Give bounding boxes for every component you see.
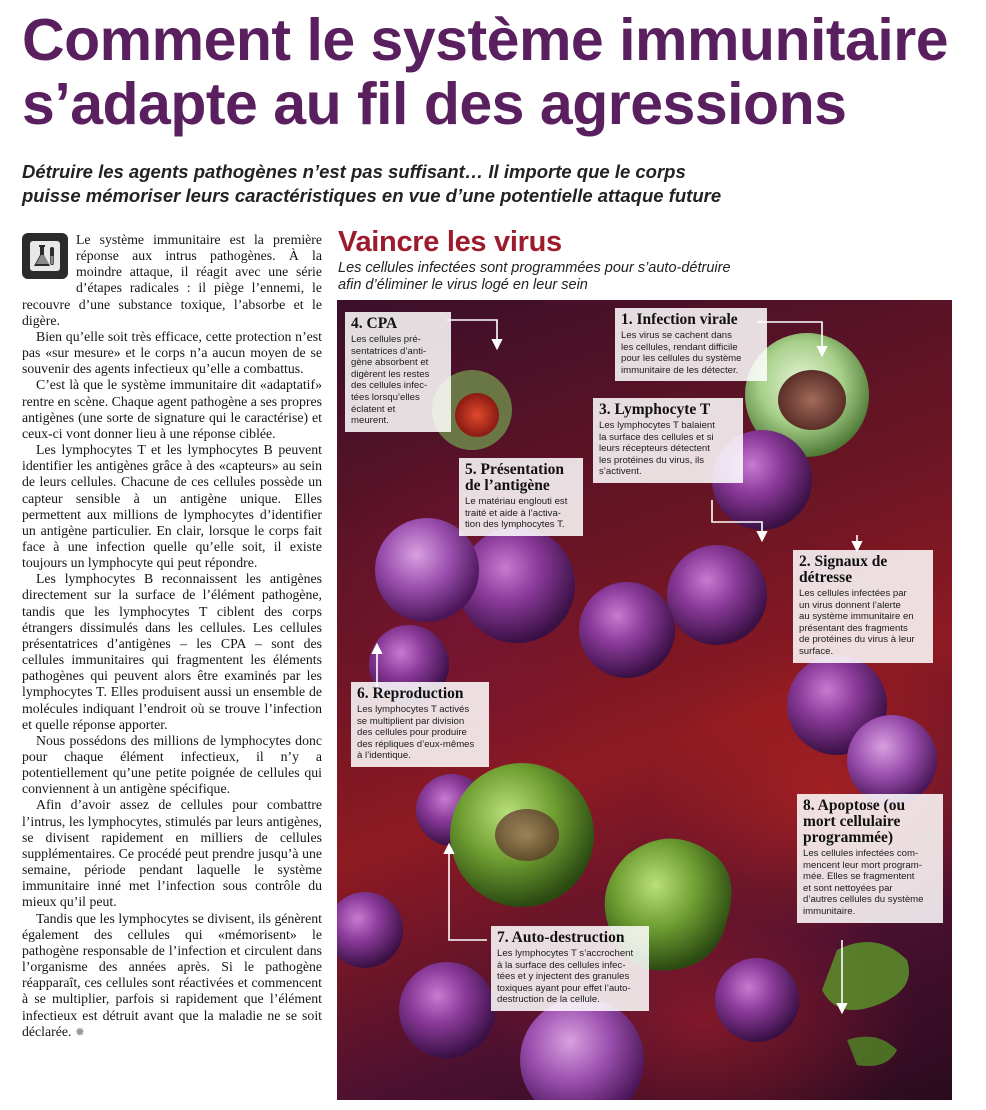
step-6-reproduction — [351, 682, 489, 767]
section-title: Vaincre les virus — [338, 226, 562, 258]
step-title-line: 6. Reproduction — [357, 685, 464, 702]
headline — [22, 8, 972, 136]
step-title-line: programmée) — [803, 829, 894, 846]
step-3-lymphocyte-t — [593, 398, 743, 483]
step-text — [599, 420, 737, 478]
step-text-line: mée. Elles se fragmentent — [803, 871, 915, 883]
step-text-line: meurent. — [351, 415, 389, 427]
step-text-line: surface. — [799, 645, 834, 657]
step-title-line: mort cellulaire — [803, 813, 901, 830]
article-body — [22, 232, 322, 1040]
step-text-line: d’autres cellules du système — [803, 894, 924, 906]
step-title — [357, 686, 483, 702]
cell-fragment — [822, 942, 909, 1010]
deck-line: Détruire les agents pathogènes n’est pas suffisant… Il importe que le corps — [22, 161, 686, 182]
step-text-line: sentatrices d’anti- — [351, 345, 427, 357]
end-mark-icon: ✹ — [74, 1024, 85, 1039]
step-title-line: 5. Présentation — [465, 461, 565, 478]
deck-line: puisse mémoriser leurs caractéristiques en vue d’une potentielle attaque future — [22, 185, 722, 206]
step-text-line: leurs récepteurs détectent — [599, 443, 710, 455]
step-text-line: présentant des fragments — [799, 622, 908, 634]
arrow-1 — [447, 320, 497, 348]
step-text — [799, 588, 927, 658]
section-subtitle-line: Les cellules infectées sont programmées pour s’auto-détruire — [338, 260, 731, 276]
step-title — [621, 312, 761, 328]
step-text-line: pour les cellules du système — [621, 353, 742, 365]
step-text-line: la surface des cellules et si — [599, 431, 714, 443]
step-text — [357, 704, 483, 762]
body-paragraph: Nous possédons des millions de lymphocytes donc pour chaque élément infectieux, il n’y a potentiellement qu’une petite poignée de cellules qui conviennent à un antigène spécifique. — [22, 732, 322, 797]
step-text-line: les cellules, rendant difficile — [621, 341, 738, 353]
body-paragraph: Afin d’avoir assez de cellules pour combattre l’intrus, les lymphocytes, stimulés par leurs antigènes, se divisent rapidement en milliers de cellules supplémentaires. Ce procédé peut prendre jusqu’à une semaine, période pendant laquelle le système immunitaire inné met l’infection sous contrôle du mieux qu’il peut. — [22, 797, 322, 910]
section-subtitle-line: afin d’éliminer le virus logé en leur sein — [338, 277, 588, 293]
step-title-line: 8. Apoptose (ou — [803, 797, 906, 814]
body-paragraph: Le système immunitaire est la première réponse aux intrus pathogènes. À la moindre attaque, il réagit avec une série d’étapes radicales : il piège l’ennemi, le recouvre d’une substance toxique, l’absorbe et le digère. — [22, 232, 322, 328]
deck — [22, 160, 972, 208]
step-text-line: gène absorbent et — [351, 357, 429, 369]
step-2-signaux-de-detresse — [793, 550, 933, 663]
step-text — [351, 334, 445, 427]
step-text-line: traité et aide à l’activa- — [465, 507, 561, 519]
step-text-line: immunitaire. — [803, 905, 856, 917]
step-title-line: 2. Signaux de — [799, 553, 888, 570]
step-text-line: Les lymphocytes T activés — [357, 704, 470, 715]
step-text-line: s’activent. — [599, 466, 642, 478]
step-text-line: se multiplient par division — [357, 715, 465, 727]
step-title — [799, 554, 927, 586]
step-text-line: immunitaire de les détecter. — [621, 364, 739, 376]
step-7-auto-destruction — [491, 926, 649, 1011]
section-subtitle — [338, 260, 938, 294]
step-text-line: toxiques ayant pour effet l’auto- — [497, 982, 631, 994]
body-paragraph: Bien qu’elle soit très efficace, cette protection n’est pas «sur mesure» et le corps n’a aucun moyen de se souvenir des agents infectieux qu’elle a combattus. — [22, 328, 322, 377]
step-title-line: 1. Infection virale — [621, 311, 738, 328]
step-text-line: digèrent les restes — [351, 368, 430, 380]
step-title — [803, 798, 937, 846]
step-title — [465, 462, 577, 494]
step-text — [621, 330, 761, 376]
virus-illustration — [337, 300, 952, 1100]
headline-line: Comment le système immunitaire — [22, 7, 949, 73]
step-text-line: tion des lymphocytes T. — [465, 519, 565, 531]
step-text-line: Les cellules pré- — [351, 334, 421, 345]
step-text-line: au système immunitaire en — [799, 611, 914, 623]
step-title-line: de l’antigène — [465, 477, 550, 494]
step-text-line: les protéines du virus, ils — [599, 454, 705, 466]
step-text-line: et sont nettoyées par — [803, 882, 893, 894]
step-text-line: Les lymphocytes T balaient — [599, 420, 715, 431]
body-paragraph: Les lymphocytes B reconnaissent les antigènes directement sur la surface de l’élément pathogène, tandis que les lymphocytes T ciblent des corps étrangers dissimulés dans les cellules. Les cellules présentatrices d’antigènes – les CPA – sont des cellules immunitaires qui fragmentent les éléments pathogènes qui peuvent alors être examinés par les lymphocytes T. Elles produisent aussi un ensemble de molécules indiquant l’endroit où se trouve l’infection et quelle réponse apporter. — [22, 571, 322, 732]
step-5-presentation-antigene — [459, 458, 583, 536]
step-text-line: Les lymphocytes T s’accrochent — [497, 948, 634, 959]
step-text — [465, 496, 577, 531]
step-text-line: tées lorsqu’elles — [351, 391, 420, 403]
step-text-line: des répliques d’eux-mêmes — [357, 738, 475, 750]
step-text-line: tées et y injectent des granules — [497, 971, 630, 983]
body-paragraph-text: Tandis que les lymphocytes se divisent, ils génèrent également des cellules qui «mémorisent» le pathogène responsable de l’infection et circulent dans l’organisme des années après. Si le pathogène réapparaît, ces cellules sont réactivées et commencent à se multiplier, parfois si rapidement que l’élément infectieux est détruit avant que la maladie ne se soit déclarée. — [22, 910, 322, 1039]
step-title-line: détresse — [799, 569, 853, 586]
body-paragraph — [22, 911, 322, 1040]
step-8-apoptose — [797, 794, 943, 923]
step-text-line: mencent leur mort program- — [803, 859, 922, 871]
step-4-cpa — [345, 312, 451, 432]
step-title — [599, 402, 737, 418]
step-text-line: des cellules infec- — [351, 380, 428, 392]
step-text-line: Les cellules infectées par — [799, 588, 907, 599]
step-1-infection-virale — [615, 308, 767, 381]
step-text-line: Les cellules infectées com- — [803, 848, 919, 859]
step-text — [497, 948, 643, 1006]
step-text — [803, 848, 937, 918]
step-text-line: destruction de la cellule. — [497, 994, 600, 1006]
step-text-line: à la surface des cellules infec- — [497, 959, 626, 971]
step-text-line: éclatent et — [351, 403, 396, 415]
step-title-line: 3. Lymphocyte T — [599, 401, 711, 418]
step-text-line: à l’identique. — [357, 750, 411, 762]
flask-icon — [22, 233, 68, 279]
step-title — [497, 930, 643, 946]
body-paragraph: C’est là que le système immunitaire dit «adaptatif» rentre en scène. Chaque agent pathogène a ses propres antigènes (une sorte de signature qui le caractérise) et ceux-ci vont donner lieu à une réponse ciblée. — [22, 377, 322, 441]
headline-line: s’adapte au fil des agressions — [22, 71, 847, 137]
step-title — [351, 316, 445, 332]
step-title-line: 7. Auto-destruction — [497, 929, 625, 946]
step-text-line: des cellules pour produire — [357, 727, 467, 739]
step-text-line: de protéines du virus à leur — [799, 634, 915, 646]
step-text-line: Les virus se cachent dans — [621, 330, 732, 341]
step-title-line: 4. CPA — [351, 315, 398, 332]
step-text-line: Le matériau englouti est — [465, 496, 568, 507]
step-text-line: un virus donnent l’alerte — [799, 599, 901, 611]
body-paragraph: Les lymphocytes T et les lymphocytes B peuvent identifier les antigènes grâce à des «capteurs» au sein de leurs cellules. Chacune de ces cellules possède un capteur sensible à un antigène unique. Elles permettent aux millions de lymphocytes d’identifier un antigène particulier. En clair, lorsque le corps fait face à une infection quelle qu’elle soit, il existe toujours un lymphocyte qui peut répondre. — [22, 442, 322, 571]
